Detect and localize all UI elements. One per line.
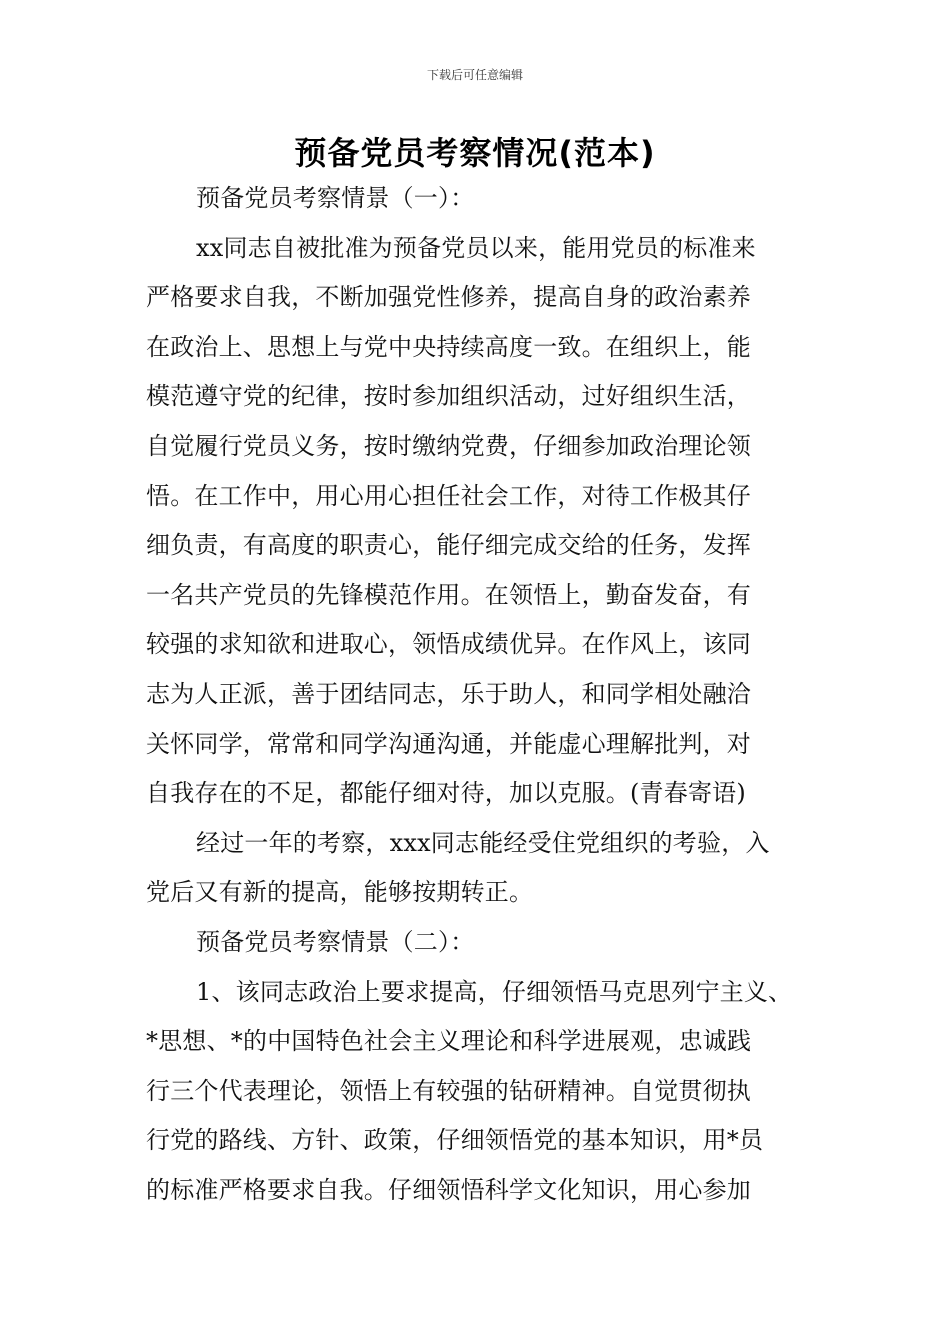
header-note: 下载后可任意编辑 bbox=[426, 68, 523, 82]
text-line: 在政治上、思想上与党中央持续高度一致。在组织上，能 bbox=[146, 332, 751, 361]
text-line: 党后又有新的提高，能够按期转正。 bbox=[146, 878, 534, 907]
text-line: xx同志自被批准为预备党员以来，能用党员的标准来 bbox=[196, 233, 756, 262]
text-line: 1、该同志政治上要求提高，仔细领悟马克思列宁主义、 bbox=[196, 977, 793, 1006]
text-line: 自我存在的不足，都能仔细对待，加以克服。(青春寄语) bbox=[146, 779, 746, 808]
document-body bbox=[146, 174, 812, 1215]
page-title: 预备党员考察情况(范本) bbox=[294, 134, 656, 172]
text-line: 经过一年的考察，xxx同志能经受住党组织的考验，入 bbox=[196, 828, 770, 857]
text-line: 志为人正派，善于团结同志，乐于助人，和同学相处融洽 bbox=[146, 679, 751, 708]
text-line: *思想、*的中国特色社会主义理论和科学进展观，忠诚践 bbox=[146, 1027, 752, 1056]
text-line: 预备党员考察情景（一）： bbox=[196, 184, 475, 212]
text-line: 悟。在工作中，用心用心担任社会工作，对待工作极其仔 bbox=[146, 481, 751, 510]
text-line: 一名共产党员的先锋模范作用。在领悟上，勤奋发奋，有 bbox=[146, 580, 751, 609]
text-line: 关怀同学，常常和同学沟通沟通，并能虚心理解批判，对 bbox=[146, 729, 751, 758]
text-line: 预备党员考察情景（二）： bbox=[196, 927, 475, 956]
text-line: 行三个代表理论，领悟上有较强的钻研精神。自觉贯彻执 bbox=[146, 1076, 751, 1105]
text-line: 严格要求自我，不断加强党性修养，提高自身的政治素养 bbox=[146, 283, 751, 312]
text-line: 模范遵守党的纪律，按时参加组织活动，过好组织生活， bbox=[146, 382, 751, 411]
text-line: 行党的路线、方针、政策，仔细领悟党的基本知识，用*员 bbox=[146, 1126, 764, 1155]
text-line: 的标准严格要求自我。仔细领悟科学文化知识，用心参加 bbox=[146, 1175, 751, 1204]
text-line: 较强的求知欲和进取心，领悟成绩优异。在作风上，该同 bbox=[146, 630, 751, 659]
text-line: 细负责，有高度的职责心，能仔细完成交给的任务，发挥 bbox=[146, 531, 751, 560]
text-line: 自觉履行党员义务，按时缴纳党费，仔细参加政治理论领 bbox=[146, 431, 751, 460]
